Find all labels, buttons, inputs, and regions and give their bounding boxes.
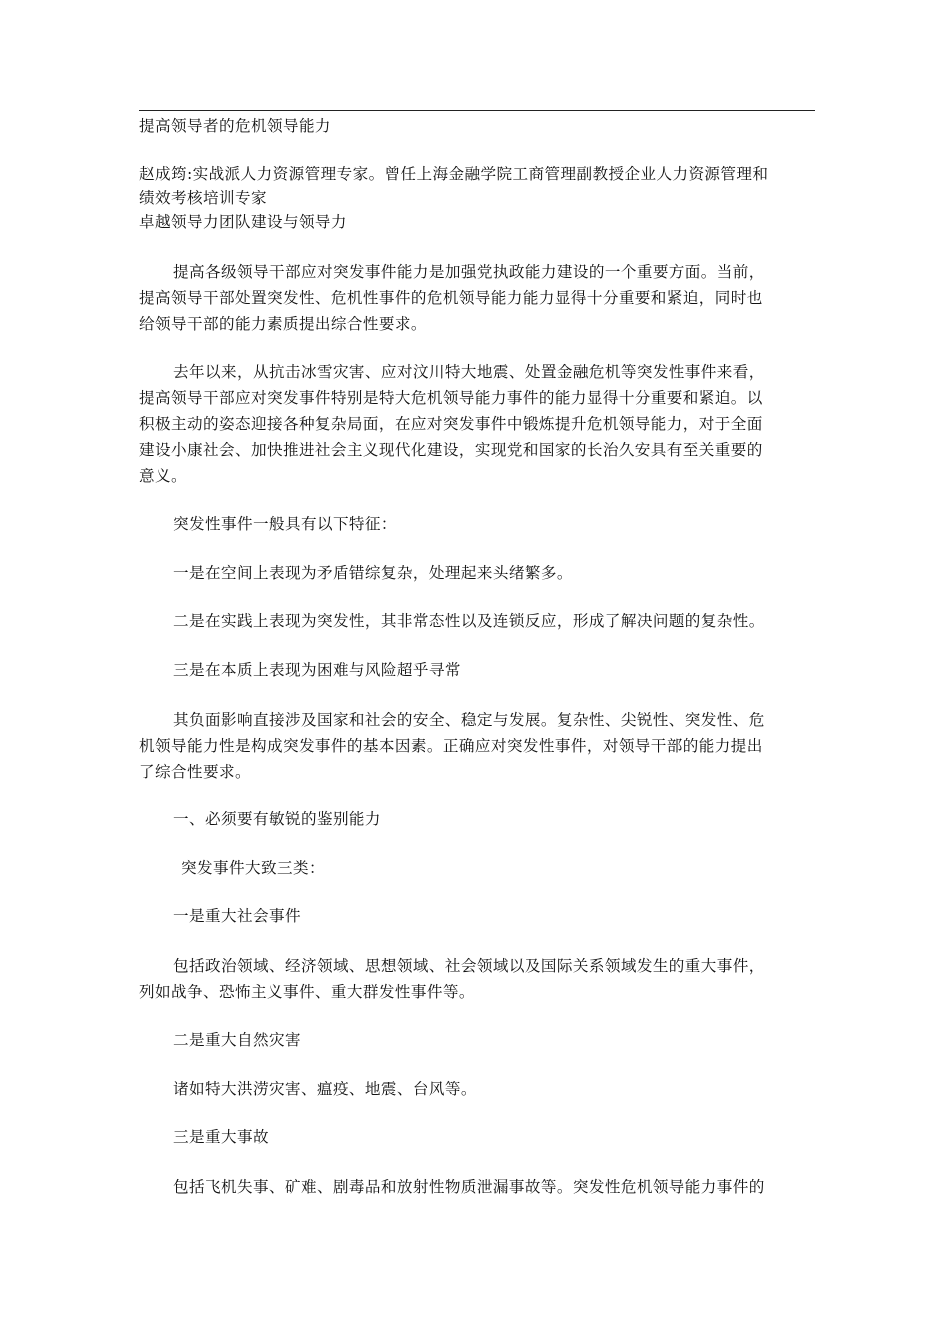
paragraph-5: 二是在实践上表现为突发性，其非常态性以及连锁反应，形成了解决问题的复杂性。 — [173, 612, 765, 630]
paragraph-2-line-2: 提高领导干部应对突发事件特别是特大危机领导能力事件的能力显得十分重要和紧迫。以 — [139, 389, 763, 407]
paragraph-9: 突发事件大致三类： — [181, 859, 325, 877]
paragraph-11-line-1: 包括政治领域、经济领域、思想领域、社会领域以及国际关系领域发生的重大事件， — [173, 957, 765, 975]
paragraph-6: 三是在本质上表现为困难与风险超乎寻常 — [173, 661, 461, 679]
paragraph-14: 三是重大事故 — [173, 1128, 269, 1146]
paragraph-2-line-1: 去年以来，从抗击冰雪灾害、应对汶川特大地震、处置金融危机等突发性事件来看， — [173, 363, 765, 381]
paragraph-11-line-2: 列如战争、恐怖主义事件、重大群发性事件等。 — [139, 983, 475, 1001]
paragraph-15: 包括飞机失事、矿难、剧毒品和放射性物质泄漏事故等。突发性危机领导能力事件的 — [173, 1178, 765, 1196]
paragraph-12: 二是重大自然灾害 — [173, 1031, 301, 1049]
paragraph-1-line-3: 给领导干部的能力素质提出综合性要求。 — [139, 315, 427, 333]
doc-title: 提高领导者的危机领导能力 — [139, 117, 331, 135]
paragraph-2-line-4: 建设小康社会、加快推进社会主义现代化建设，实现党和国家的长治久安具有至关重要的 — [139, 441, 763, 459]
paragraph-1-line-1: 提高各级领导干部应对突发事件能力是加强党执政能力建设的一个重要方面。当前， — [173, 263, 765, 281]
paragraph-13: 诸如特大洪涝灾害、瘟疫、地震、台风等。 — [173, 1080, 477, 1098]
paragraph-3: 突发性事件一般具有以下特征： — [173, 515, 397, 533]
paragraph-7-line-3: 了综合性要求。 — [139, 763, 251, 781]
paragraph-2-line-5: 意义。 — [139, 467, 187, 485]
paragraph-7-line-1: 其负面影响直接涉及国家和社会的安全、稳定与发展。复杂性、尖锐性、突发性、危 — [173, 711, 765, 729]
course-title: 卓越领导力团队建设与领导力 — [139, 213, 347, 231]
paragraph-4: 一是在空间上表现为矛盾错综复杂，处理起来头绪繁多。 — [173, 564, 573, 582]
paragraph-10: 一是重大社会事件 — [173, 907, 301, 925]
paragraph-2-line-3: 积极主动的姿态迎接各种复杂局面，在应对突发事件中锻炼提升危机领导能力，对于全面 — [139, 415, 763, 433]
header-rule — [139, 110, 815, 111]
paragraph-1-line-2: 提高领导干部处置突发性、危机性事件的危机领导能力能力显得十分重要和紧迫，同时也 — [139, 289, 763, 307]
author-intro-line-2: 绩效考核培训专家 — [139, 189, 267, 207]
paragraph-7-line-2: 机领导能力性是构成突发事件的基本因素。正确应对突发性事件，对领导干部的能力提出 — [139, 737, 763, 755]
section-heading-1: 一、必须要有敏锐的鉴别能力 — [173, 810, 381, 828]
author-intro-line-1: 赵成筠:实战派人力资源管理专家。曾任上海金融学院工商管理副教授企业人力资源管理和 — [139, 165, 769, 183]
